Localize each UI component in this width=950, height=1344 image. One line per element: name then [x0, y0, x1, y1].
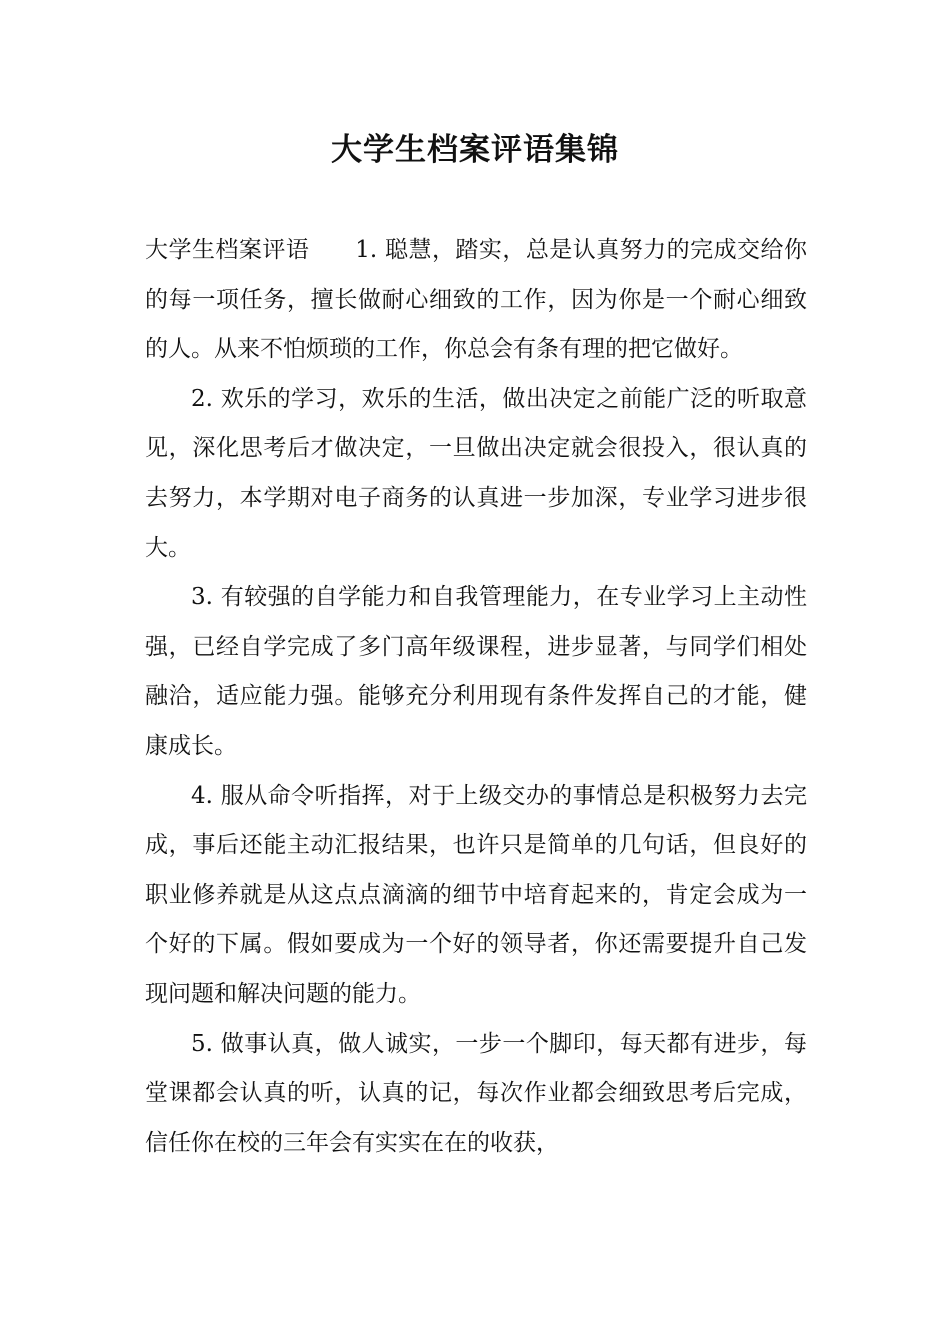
paragraph-1-text: 1. 聪慧，踏实，总是认真努力的完成交给你的每一项任务，擅长做耐心细致的工作，因为你是一个耐心细致的人。从来不怕烦琐的工作，你总会有条有理的把它做好。: [145, 237, 808, 363]
paragraph-1: [145, 226, 807, 375]
paragraph-5: 5. 做事认真，做人诚实，一步一个脚印，每天都有进步，每堂课都会认真的听，认真的记，每次作业都会细致思考后完成，信任你在校的三年会有实实在在的收获，: [145, 1030, 807, 1156]
page-title: 大学生档案评语集锦: [331, 132, 619, 168]
document-body: [145, 226, 807, 1168]
paragraph-4: 4. 服从命令听指挥，对于上级交办的事情总是积极努力去完成，事后还能主动汇报结果，也许只是简单的几句话，但良好的职业修养就是从这点点滴滴的细节中培育起来的，肯定会成为一个好的下属。假如要成为一个好的领导者，你还需要提升自己发现问题和解决问题的能力。: [145, 782, 807, 1007]
paragraph-2: 2. 欢乐的学习，欢乐的生活，做出决定之前能广泛的听取意见，深化思考后才做决定，一旦做出决定就会很投入，很认真的去努力，本学期对电子商务的认真进一步加深，专业学习进步很大。: [145, 385, 807, 561]
paragraph-3: 3. 有较强的自学能力和自我管理能力，在专业学习上主动性强，已经自学完成了多门高年级课程，进步显著，与同学们相处融洽，适应能力强。能够充分利用现有条件发挥自己的才能，健康成长。: [145, 584, 807, 759]
intro-label: 大学生档案评语: [145, 237, 310, 263]
